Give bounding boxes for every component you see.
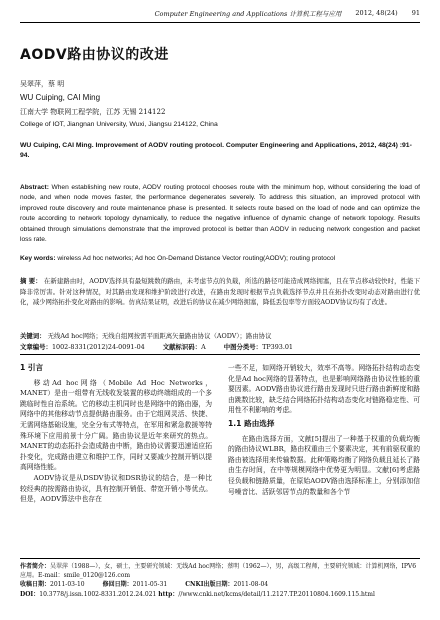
paragraph: 移动Ad hoc网络（Mobile Ad Hoc Networks，MANET）是由一组带有无线收发装置的移动终端组成的一个多跳临时性自治系统。它的移动主机同时也是网络中的路由器，为网络中的其他移动节点提供路由服务。由于它组网灵活、快捷、无需网络基础设施，完全分布式等特点，在军用和紧急救援等特殊环境下应用前景十分广阔。路由协议是近年来研究的热点。MANET的动态拓扑会造成路由中断，路由协议需要迅速适应拓扑变化，完成路由建立和维护工作，同时又要减少控制开销以提高网络性能。 <box>20 378 212 472</box>
received-date <box>20 580 85 589</box>
cn-keywords-label: 关键词： <box>20 332 46 340</box>
cn-keywords-text: 无线Ad hoc网络；无线自组网按需平面距离矢量路由协议（AODV）；路由协议 <box>47 332 272 340</box>
revised-value: 2011-05-31 <box>132 581 168 589</box>
doc-code-label: 文献标识码： <box>162 343 202 351</box>
section-heading-route-selection: 1.1 路由选择 <box>228 418 275 428</box>
abstract-text: When establishing new route, AODV routing protocol chooses route with the minimum hop, without considering the load of node, and when node moves faster, the performance degenerates severely. To address this situation, an improved protocol with improved route discovery and route maintenance phase is presented. It selects route based on the load of node and can optimize the route according to network topology dynamically, to reduce the negative influence of dynamic change of network topology. Results obtained through simulations demonstrate that the improved protocol is better than AODV in reducing network congestion and packet loss rate. <box>20 184 420 244</box>
doi-label: DOI： <box>20 590 40 598</box>
cn-abstract-text: 在新建路由时，AODV选择具有最短跳数的路由，未考虑节点的负载，所选的路径可能造成网络拥塞，且在节点移动较快时，性能下降非常厉害。针对这种情况，对其路由发现和维护阶段进行改进，在路由发现时根据节点负载选择节点并且在拓扑改变时动态对路由进行优化，减少网络拓扑变化对路由的影响。仿真结果证明，改进后的协议在减少网络拥塞，降低丢包率等方面较AODV协议均有了改进。 <box>20 277 420 307</box>
clc-label: 中图分类号： <box>223 343 263 351</box>
cnki-value: 2011-08-04 <box>233 581 269 589</box>
doi-value[interactable]: 10.3778/j.issn.1002-8331.2012.24.021 <box>39 590 157 598</box>
section-heading-introduction: 1 引言 <box>20 363 44 372</box>
document-identifiers <box>20 342 420 355</box>
keywords-label: Key words: <box>20 255 56 262</box>
journal-name: Computer Engineering and Applications 计算机工程与应用 <box>154 9 342 18</box>
authors-chinese: 吴翠萍，蔡 明 <box>20 80 65 88</box>
author-bio-label: 作者简介： <box>20 563 51 570</box>
received-value: 2011-03-10 <box>50 581 85 589</box>
cn-abstract-label: 摘 要： <box>20 277 42 285</box>
cnki-label: CNKI出版日期： <box>185 581 234 589</box>
keywords-chinese <box>20 331 420 341</box>
authors-english: WU Cuiping, CAI Ming <box>20 93 101 102</box>
paragraph: 一些不足，如网络开销较大，效率不高等。网络拓扑结构动态变化是Ad hoc网络的显著特点，也是影响网络路由协议性能的重要因素。AODV路由协议进行路由发现时只进行路由新鲜度和路由跳数比较，缺乏结合网络拓扑结构动态变化对链路稳定性、可用性不利影响的考虑。 <box>228 364 420 415</box>
body-column-right <box>228 363 420 497</box>
abstract-label: Abstract: <box>20 184 49 191</box>
doi-line <box>20 590 420 599</box>
clc-value: TP393.01 <box>262 343 293 351</box>
revised-date <box>103 580 168 589</box>
doc-code-value: A <box>201 343 206 351</box>
url-label: http： <box>158 590 179 598</box>
cnki-date <box>185 580 268 589</box>
footnote <box>20 558 420 599</box>
issue-info: 2012, 48(24) <box>355 9 398 17</box>
doc-number <box>20 342 145 352</box>
page-number: 91 <box>411 9 420 17</box>
doc-code <box>163 342 206 352</box>
paragraph: AODV协议是从DSDV协议和DSR协议的结合，是一种比较经典的按需路由协议，具有控制开销低、带宽开销小等优点。但是，AODV算法中也存在 <box>20 473 212 504</box>
doc-number-label: 文章编号： <box>20 343 52 351</box>
article-title: AODV路由协议的改进 <box>20 47 169 63</box>
clc-number <box>224 342 293 352</box>
received-label: 收稿日期： <box>20 581 51 589</box>
affiliation-chinese: 江南大学 物联网工程学院，江苏 无锡 214122 <box>20 108 166 116</box>
abstract-chinese <box>20 276 420 308</box>
author-bio-text: 吴翠萍（1988—），女，硕士，主要研究领域：无线Ad hoc网络；蔡明（1962—），男，高级工程师，主要研究领域：计算机网络，IPV6应用。E-mail：smile_0120@126.com <box>20 563 417 580</box>
paragraph: 在路由选择方面，文献[5]提出了一种基于权重的负载均衡的路由协议WLBR，路由权重由三个要素决定，其有前驱权重的路由被选择用来传输数据。此种策略均衡了网络负载且延长了路由生存时间，在中等规模网络中优势更为明显。文献[6]考虑路径负载和链路质量，在原始AODV路由选择标准上，分别添加信号噪音比、活跃邻居节点的数量和各个节 <box>228 434 420 496</box>
running-header <box>20 6 420 23</box>
doc-number-value: 1002-8331(2012)24-0091-04 <box>51 343 145 351</box>
affiliation-english: College of IOT, Jiangnan University, Wuxi, Jiangsu 214122, China <box>20 121 218 128</box>
url-link[interactable]: //www.cnki.net/kcms/detail/11.2127.TP.20110804.1609.115.html <box>178 590 375 598</box>
body-column-left <box>20 363 212 505</box>
keywords-text: wireless Ad hoc networks; Ad hoc On-Demand Distance Vector routing(AODV); routing protocol <box>57 255 336 262</box>
keywords-english <box>20 254 420 264</box>
author-bio <box>20 562 420 580</box>
revised-label: 修回日期： <box>102 581 133 589</box>
dates-line <box>20 580 420 589</box>
citation: WU Cuiping, CAI Ming. Improvement of AODV routing protocol. Computer Engineering and Applications, 2012, 48(24) :91-94. <box>20 142 412 159</box>
abstract-english <box>20 183 420 245</box>
